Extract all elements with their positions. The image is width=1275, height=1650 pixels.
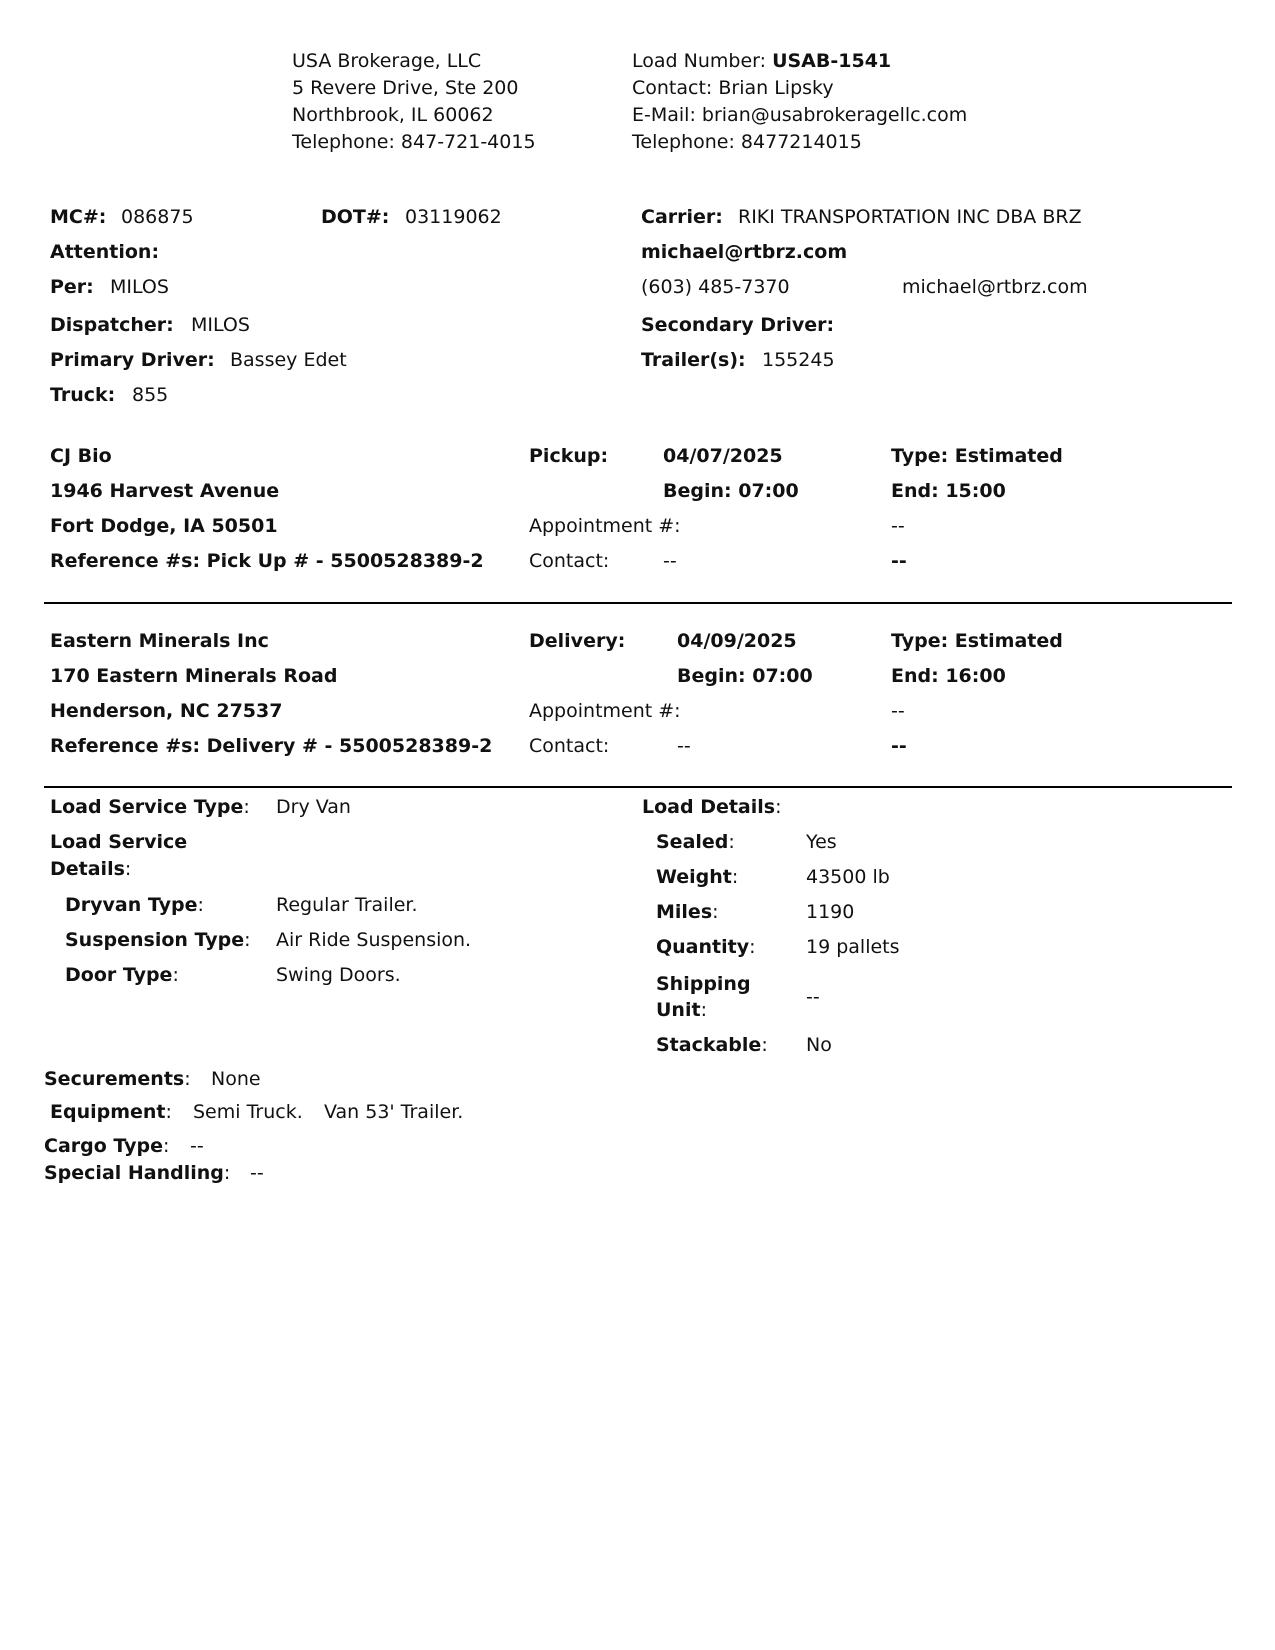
- broker-address-line2: Northbrook, IL 60062: [292, 104, 494, 126]
- cargo-type-label: [44, 1134, 169, 1158]
- stackable-value: No: [806, 1034, 832, 1056]
- broker-block: [292, 48, 536, 156]
- quantity-value: 19 pallets: [806, 936, 900, 958]
- delivery-appointment-value: --: [891, 700, 905, 722]
- quantity-label: [656, 935, 756, 959]
- securements-label-text: Securements: [44, 1068, 185, 1090]
- carrier-label: Carrier:: [641, 206, 723, 228]
- delivery-appointment-label: Appointment #:: [529, 700, 681, 722]
- quantity-colon: :: [749, 936, 756, 958]
- carrier-value: RIKI TRANSPORTATION INC DBA BRZ: [738, 206, 1082, 228]
- load-service-details-colon: :: [124, 858, 132, 880]
- delivery-begin: Begin: 07:00: [677, 665, 813, 687]
- stackable-label: [656, 1033, 768, 1057]
- load-email: E-Mail: brian@usabrokeragellc.com: [632, 104, 968, 126]
- pickup-reference: Reference #s: Pick Up # - 5500528389-2: [50, 550, 484, 572]
- sealed-colon: :: [728, 831, 735, 853]
- broker-name: USA Brokerage, LLC: [292, 50, 482, 72]
- pickup-begin: Begin: 07:00: [663, 480, 799, 502]
- delivery-contact-label: Contact:: [529, 735, 610, 757]
- door-type-label-text: Door Type: [65, 964, 173, 986]
- equipment-label-text: Equipment: [50, 1101, 166, 1123]
- stackable-colon: :: [761, 1034, 768, 1056]
- truck-label: Truck:: [50, 384, 116, 406]
- quantity-label-text: Quantity: [656, 936, 750, 958]
- door-type-label: [65, 963, 179, 987]
- sealed-label: [656, 830, 735, 854]
- delivery-label: Delivery:: [529, 630, 626, 652]
- weight-label-text: Weight: [656, 866, 732, 888]
- carrier-email: michael@rtbrz.com: [902, 276, 1088, 298]
- delivery-name: Eastern Minerals Inc: [50, 630, 269, 652]
- truck-value: 855: [132, 384, 169, 406]
- shipping-unit-label-line2-text: Unit: [656, 999, 701, 1021]
- miles-label-text: Miles: [656, 901, 713, 923]
- load-service-details-label-line2-text: Details: [50, 858, 125, 880]
- shipping-unit-value: --: [806, 986, 820, 1008]
- mc-label: MC#:: [50, 206, 107, 228]
- shipping-unit-colon: :: [700, 999, 707, 1021]
- special-handling-label-text: Special Handling: [44, 1162, 224, 1184]
- stackable-label-text: Stackable: [656, 1034, 762, 1056]
- secondary-driver-label: Secondary Driver:: [641, 314, 835, 336]
- miles-value: 1190: [806, 901, 855, 923]
- broker-address-line1: 5 Revere Drive, Ste 200: [292, 77, 519, 99]
- load-service-type-colon: :: [243, 796, 250, 818]
- pickup-contact-extra: --: [891, 550, 907, 572]
- cargo-type-label-text: Cargo Type: [44, 1135, 163, 1157]
- pickup-divider: [44, 602, 1232, 604]
- pickup-type: Type: Estimated: [891, 445, 1063, 467]
- delivery-date: 04/09/2025: [677, 630, 797, 652]
- dryvan-type-label: [65, 893, 204, 917]
- cargo-type-value: --: [190, 1135, 204, 1157]
- pickup-name: CJ Bio: [50, 445, 112, 467]
- equipment-label: [50, 1100, 172, 1124]
- cargo-type-colon: :: [162, 1135, 170, 1157]
- suspension-type-colon: :: [244, 929, 251, 951]
- attention-label: Attention:: [50, 241, 160, 263]
- primary-driver-label: Primary Driver:: [50, 349, 215, 371]
- delivery-type: Type: Estimated: [891, 630, 1063, 652]
- trailers-label: Trailer(s):: [641, 349, 746, 371]
- suspension-type-label-text: Suspension Type: [65, 929, 245, 951]
- load-details-title-text: Load Details: [642, 796, 776, 818]
- pickup-contact-label: Contact:: [529, 550, 610, 572]
- load-service-details-label-line1: Load Service: [50, 831, 188, 853]
- load-details-title: [642, 795, 782, 819]
- miles-colon: :: [712, 901, 719, 923]
- load-service-type-value: Dry Van: [276, 796, 351, 818]
- pickup-end: End: 15:00: [891, 480, 1006, 502]
- pickup-address: 1946 Harvest Avenue: [50, 480, 280, 502]
- equipment-colon: :: [165, 1101, 172, 1123]
- trailers-value: 155245: [762, 349, 835, 371]
- securements-value: None: [211, 1068, 261, 1090]
- load-number-label: Load Number:: [632, 50, 773, 72]
- weight-value: 43500 lb: [806, 866, 890, 888]
- pickup-city: Fort Dodge, IA 50501: [50, 515, 278, 537]
- delivery-city: Henderson, NC 27537: [50, 700, 283, 722]
- dot-label: DOT#:: [321, 206, 390, 228]
- load-telephone: Telephone: 8477214015: [632, 131, 862, 153]
- pickup-date: 04/07/2025: [663, 445, 783, 467]
- dryvan-type-value: Regular Trailer.: [276, 894, 418, 916]
- load-info-block: [632, 48, 967, 156]
- dot-value: 03119062: [405, 206, 502, 228]
- securements-label: [44, 1067, 191, 1091]
- load-number: [632, 48, 967, 75]
- delivery-reference: Reference #s: Delivery # - 5500528389-2: [50, 735, 493, 757]
- primary-driver-value: Bassey Edet: [230, 349, 347, 371]
- per-value: MILOS: [110, 276, 169, 298]
- load-service-type-label: [50, 795, 250, 819]
- equipment-value-1: Semi Truck.: [193, 1101, 303, 1123]
- weight-label: [656, 865, 738, 889]
- shipping-unit-label-line2: [656, 998, 707, 1022]
- broker-telephone: Telephone: 847-721-4015: [292, 131, 536, 153]
- pickup-contact-value: --: [663, 550, 677, 572]
- dispatcher-value: MILOS: [191, 314, 250, 336]
- door-type-colon: :: [172, 964, 179, 986]
- dryvan-type-colon: :: [197, 894, 204, 916]
- suspension-type-value: Air Ride Suspension.: [276, 929, 472, 951]
- load-service-type-label-text: Load Service Type: [50, 796, 244, 818]
- sealed-label-text: Sealed: [656, 831, 729, 853]
- dispatcher-label: Dispatcher:: [50, 314, 174, 336]
- shipping-unit-label-line1: Shipping: [656, 973, 751, 995]
- securements-colon: :: [184, 1068, 191, 1090]
- equipment-value-2: Van 53' Trailer.: [324, 1101, 464, 1123]
- pickup-appointment-value: --: [891, 515, 905, 537]
- mc-value: 086875: [121, 206, 194, 228]
- dryvan-type-label-text: Dryvan Type: [65, 894, 198, 916]
- miles-label: [656, 900, 719, 924]
- pickup-appointment-label: Appointment #:: [529, 515, 681, 537]
- weight-colon: :: [731, 866, 739, 888]
- pickup-label: Pickup:: [529, 445, 609, 467]
- load-details-colon: :: [775, 796, 782, 818]
- delivery-divider: [44, 786, 1232, 788]
- special-handling-colon: :: [223, 1162, 231, 1184]
- delivery-contact-extra: --: [891, 735, 907, 757]
- load-contact: Contact: Brian Lipsky: [632, 77, 834, 99]
- door-type-value: Swing Doors.: [276, 964, 401, 986]
- delivery-address: 170 Eastern Minerals Road: [50, 665, 338, 687]
- carrier-phone: (603) 485-7370: [641, 276, 790, 298]
- sealed-value: Yes: [806, 831, 837, 853]
- carrier-email-bold: michael@rtbrz.com: [641, 241, 848, 263]
- suspension-type-label: [65, 928, 251, 952]
- per-label: Per:: [50, 276, 94, 298]
- special-handling-value: --: [250, 1162, 264, 1184]
- delivery-contact-value: --: [677, 735, 691, 757]
- load-number-value: USAB-1541: [772, 50, 892, 72]
- special-handling-label: [44, 1161, 230, 1185]
- load-service-details-label-line2: [50, 857, 131, 881]
- delivery-end: End: 16:00: [891, 665, 1006, 687]
